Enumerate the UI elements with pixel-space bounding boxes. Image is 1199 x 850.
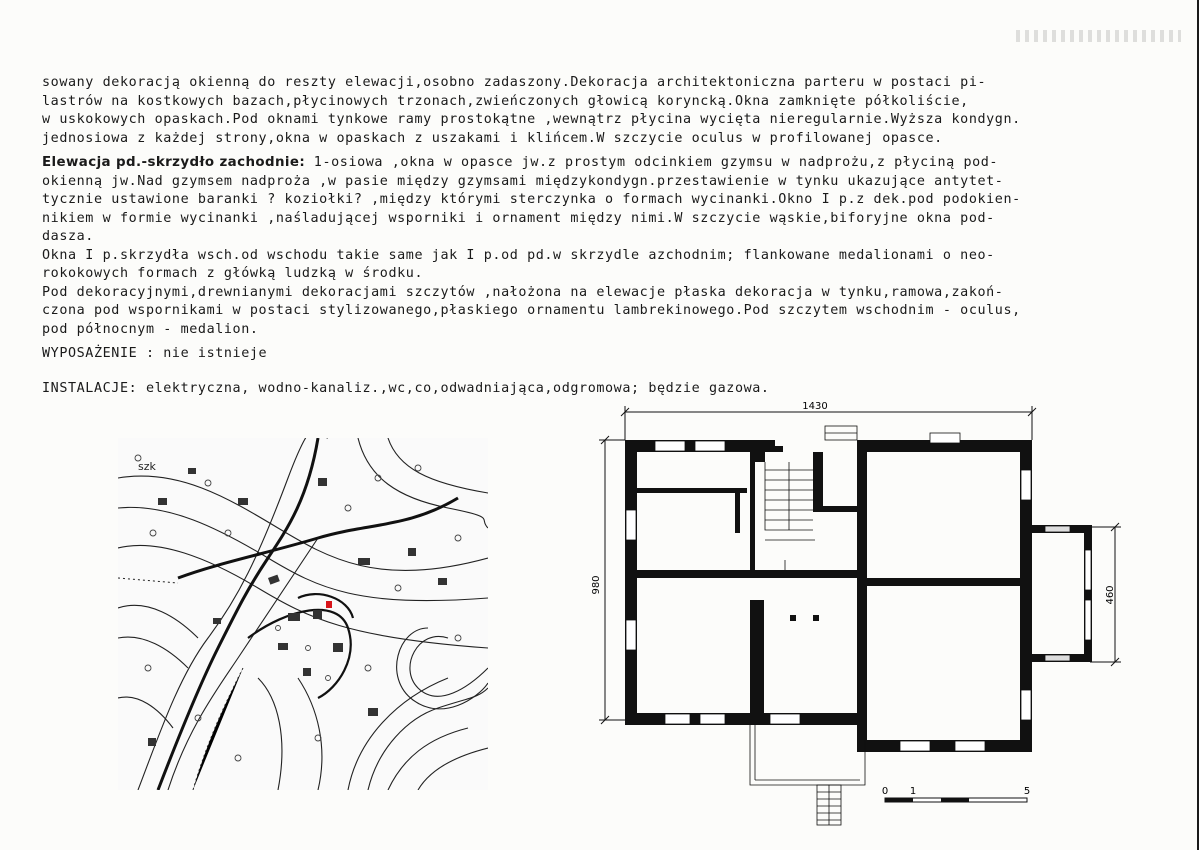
description-line-1: sowany dekoracją okienną do reszty elewacji,osobno zadaszony.Dekoracja architektoniczna parteru w postaci pi- (42, 75, 987, 90)
elevation-line-8: czona pod wspornikami w postaci stylizowanego,płaskiego ornamentu lambrekinowego.Pod szczytem wschodnim - oculus, (42, 303, 1021, 318)
elevation-line-5: Okna I p.skrzydła wsch.od wschodu takie same jak I p.od pd.w skrzydle azchodnim; flankowane medalionami o neo- (42, 247, 995, 263)
elevation-line-6: rokokowych formach z główką ludzką w środku. (42, 266, 424, 281)
height-dimension: 980 (591, 575, 602, 595)
elevation-line-1: okienną jw.Nad gzymsem nadproża ,w pasie między gzymsami międzykondygn.przestawienie w tynku ukazujące antytet- (42, 173, 1004, 189)
scale-label-0: 0 (881, 786, 889, 797)
elevation-first-line (42, 154, 1192, 173)
location-map-drawing (118, 438, 488, 790)
equipment-line: WYPOSAŻENIE : nie istnieje (42, 346, 268, 361)
scale-label-5: 5 (1023, 786, 1031, 797)
scale-bar (882, 786, 1030, 802)
installations-line: INSTALACJE: elektryczna, wodno-kanaliz.,wc,co,odwadniająca,odgromowa; będzie gazowa. (42, 381, 770, 396)
elevation-line-3: nikiem w formie wycinanki ,naśladującej wsporniki i ornament między nimi.W szczycie wąskie,biforyjne okna pod- (42, 210, 995, 226)
description-line-3: w uskokowych opaskach.Pod oknami tynkowe ramy prostokątne ,wewnątrz płycina wycięta nieregularnie.Wyższa kondygn. (42, 112, 1021, 127)
elevation-line-4: dasza. (42, 229, 94, 244)
scan-artifact (1016, 30, 1181, 42)
elevation-line-9: pod północnym - medalion. (42, 321, 259, 337)
elevation-first-line-text: 1-osiowa ,okna w opasce jw.z prostym odcinkiem gzymsu w nadprożu,z płyciną pod- (305, 155, 999, 170)
location-marker (326, 601, 332, 608)
floor-plan (585, 400, 1145, 840)
location-map (118, 438, 488, 790)
description-line-4: jednosiowa z każdej strony,okna w opaskach z uszakami i klińcem.W szczycie oculus w profilowanej opasce. (42, 130, 943, 146)
description-text (42, 74, 1192, 339)
elevation-heading: Elewacja pd.-skrzydło zachodnie: (42, 155, 306, 170)
description-line-2: lastrów na kostkowych bazach,płycinowych trzonach,zwieńczonych głowicą koryncką.Okna zamknięte półkoliście, (42, 93, 969, 109)
annex-dimension: 460 (1105, 585, 1116, 605)
width-dimension: 1430 (802, 401, 828, 412)
floor-plan-drawing (585, 400, 1145, 840)
map-label: szk (138, 460, 156, 473)
elevation-line-2: tycznie ustawione baranki ? koziołki? ,między którymi sterczynka o formach wycinanki.Okno I p.z dek.pod podokien- (42, 192, 1021, 207)
scale-label-1: 1 (909, 786, 917, 797)
elevation-line-7: Pod dekoracyjnymi,drewnianymi dekoracjami szczytów ,nałożona na elewacje płaska dekoracja w tynku,ramowa,zakoń- (42, 284, 1004, 300)
